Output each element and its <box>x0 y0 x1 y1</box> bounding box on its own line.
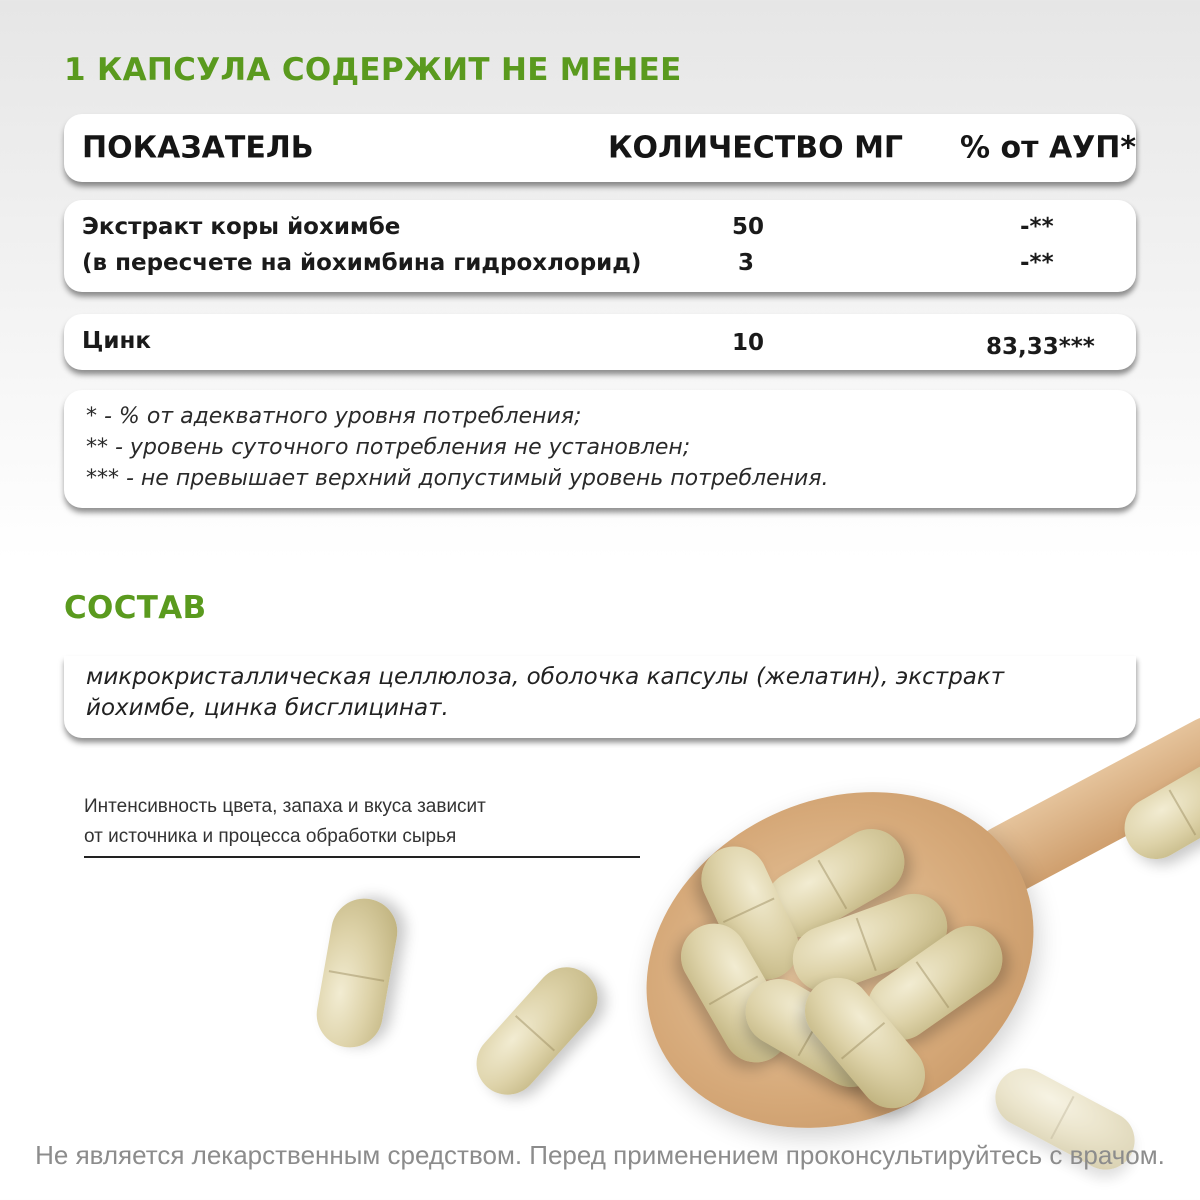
table-header <box>64 114 1136 182</box>
row-amount: 3 <box>738 250 755 276</box>
row-percent: 83,33*** <box>986 334 1095 360</box>
table-row-zinc <box>64 314 1136 370</box>
composition-text: микрокристаллическая целлюлоза, оболочка капсулы (желатин), экстракт йохимбе, цинка бисглицинат. <box>86 664 1005 721</box>
header-percent: % от АУП* <box>960 130 1137 166</box>
row-name: (в пересчете на йохимбина гидрохлорид) <box>82 250 642 276</box>
header-amount: КОЛИЧЕСТВО МГ <box>608 130 904 166</box>
row-name: Экстракт коры йохимбе <box>82 214 401 240</box>
capsule <box>311 893 402 1052</box>
contents-title: 1 КАПСУЛА СОДЕРЖИТ НЕ МЕНЕЕ <box>64 52 682 88</box>
color-notice-line: от источника и процесса обработки сырья <box>84 826 457 847</box>
capsule <box>464 955 610 1108</box>
footnotes-card <box>64 390 1136 508</box>
row-name: Цинк <box>82 328 151 354</box>
color-notice-line: Интенсивность цвета, запаха и вкуса зависит <box>84 796 486 817</box>
footnote: ** - уровень суточного потребления не установлен; <box>86 435 691 460</box>
header-indicator: ПОКАЗАТЕЛЬ <box>82 130 314 166</box>
footnote: *** - не превышает верхний допустимый уровень потребления. <box>86 466 829 491</box>
footer-disclaimer: Не является лекарственным средством. Перед применением проконсультируйтесь с врачом. <box>35 1140 1165 1170</box>
notice-divider <box>84 856 640 858</box>
row-percent: -** <box>1020 250 1054 276</box>
row-percent: -** <box>1020 214 1054 240</box>
row-amount: 10 <box>732 330 765 356</box>
row-amount: 50 <box>732 214 765 240</box>
composition-card <box>64 656 1136 738</box>
color-notice <box>84 792 486 852</box>
composition-title: СОСТАВ <box>64 590 207 626</box>
footnote: * - % от адекватного уровня потребления; <box>86 404 582 429</box>
table-row-yohimbe <box>64 200 1136 292</box>
